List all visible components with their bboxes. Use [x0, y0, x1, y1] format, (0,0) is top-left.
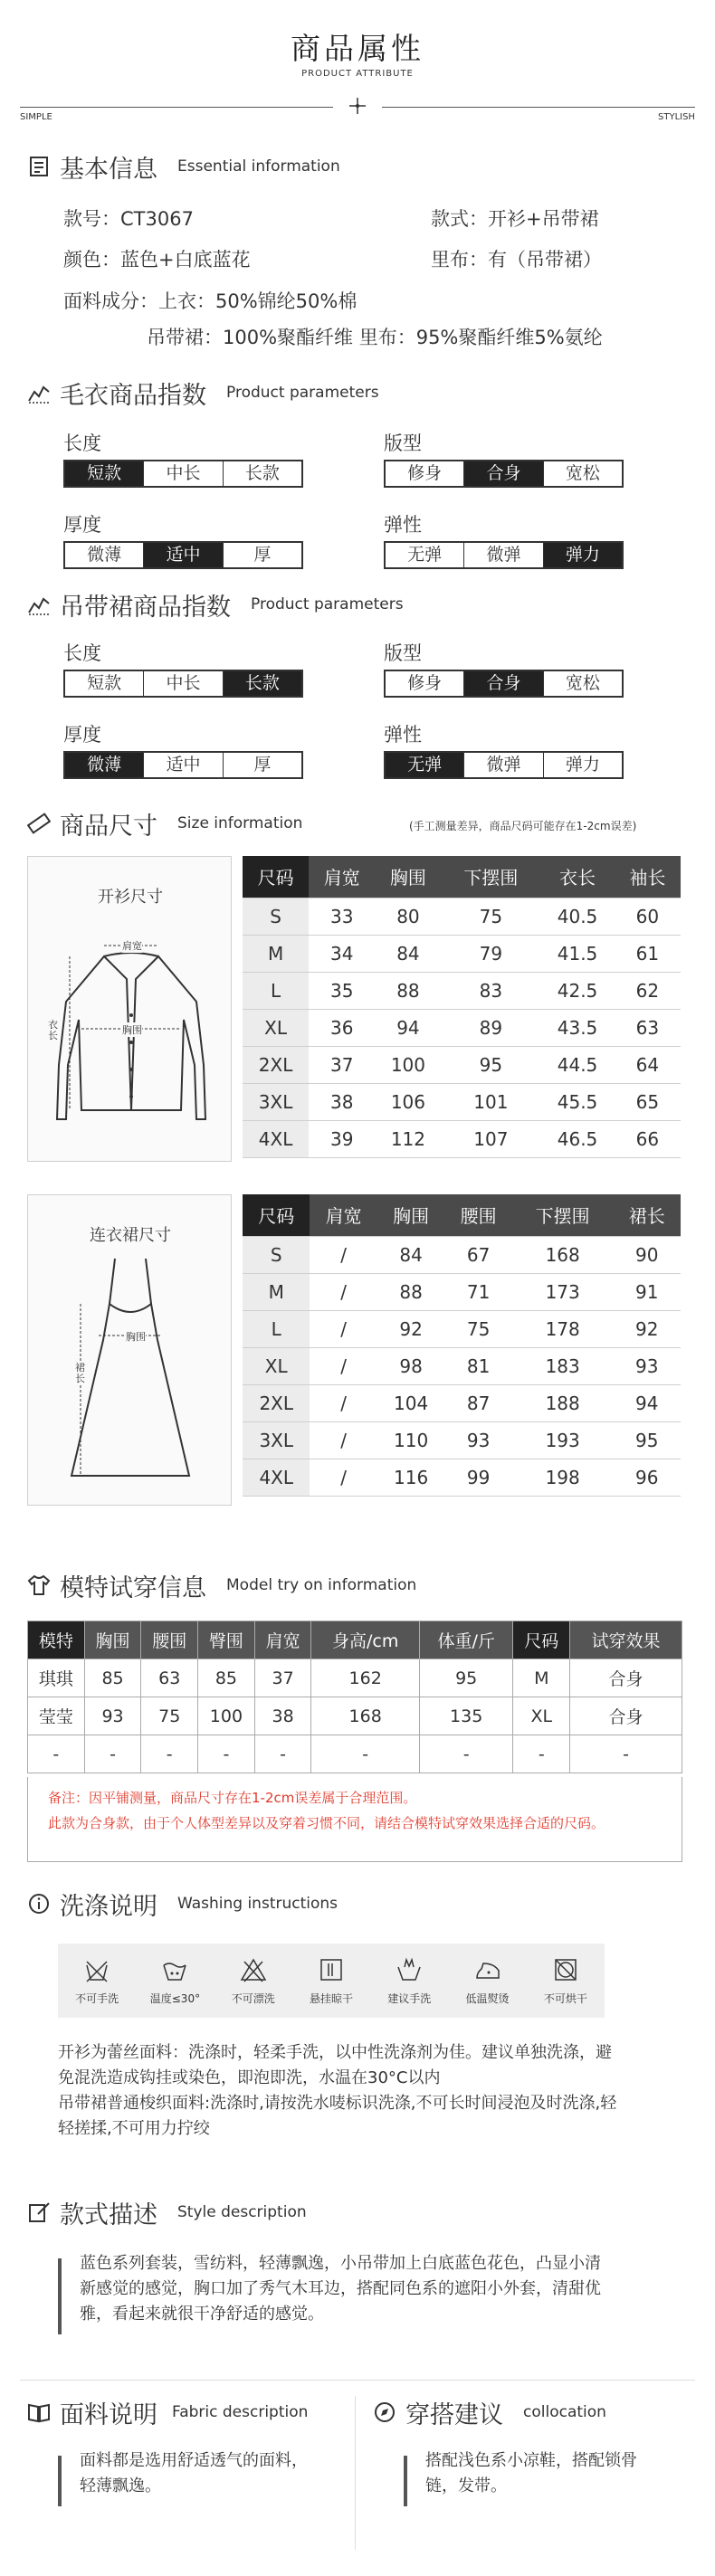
collocation-header: [373, 2396, 606, 2429]
table-cell: 84: [377, 1236, 444, 1273]
table-cell: 178: [512, 1310, 614, 1347]
column-header: 体重/斤: [419, 1621, 513, 1659]
table-cell: -: [254, 1735, 311, 1773]
style-header: [27, 2196, 307, 2229]
table-cell: 33: [309, 898, 375, 935]
wash-item: 悬挂晾干: [292, 1944, 370, 2018]
table-cell: /: [310, 1236, 377, 1273]
param-option: 修身: [386, 461, 464, 486]
size-note: (手工测量差异，商品尺码可能存在1-2cm误差): [409, 820, 637, 832]
table-cell: 61: [615, 935, 681, 972]
column-header: 胸围: [375, 856, 441, 898]
param-scale: [63, 670, 303, 698]
table-cell: 88: [377, 1273, 444, 1310]
section-title: 基本信息: [60, 155, 157, 184]
param-scale: [384, 460, 624, 488]
param-option-selected: 无弹: [386, 753, 464, 777]
param-option: 宽松: [565, 673, 600, 693]
fabric-text-line: 轻薄飘逸。: [80, 2476, 161, 2495]
param-label: 厚度: [63, 724, 101, 746]
low-iron-icon: [474, 1956, 501, 1983]
table-cell: 116: [377, 1459, 444, 1496]
table-cell: L: [243, 1310, 310, 1347]
table-cell: 168: [512, 1236, 614, 1273]
info-color: 颜色：蓝色+白底蓝花: [63, 249, 251, 271]
table-cell: 75: [141, 1697, 198, 1735]
cardigan-sketch: [41, 929, 222, 1146]
info-fabric-top: 面料成分：上衣：50%锦纶50%棉: [63, 290, 358, 312]
info-style-no: 款号：CT3067: [63, 208, 194, 230]
param-label: 长度: [63, 642, 101, 664]
table-cell: 81: [444, 1347, 511, 1384]
fabric-text: [80, 2448, 351, 2499]
param-scale: [63, 460, 303, 488]
tshirt-icon: [27, 1573, 51, 1597]
wash-item: 建议手洗: [370, 1944, 448, 2018]
model-header: [27, 1569, 416, 1602]
table-cell: /: [310, 1310, 377, 1347]
table-cell: 101: [442, 1083, 541, 1120]
table-cell: 87: [444, 1384, 511, 1421]
wash-item: 温度≤30°: [136, 1944, 214, 2018]
table-cell: 75: [442, 898, 541, 935]
sweater-params-header: [27, 376, 379, 409]
param-option: 厚: [253, 545, 272, 565]
header-left-label: SIMPLE: [20, 112, 52, 122]
column-header: 尺码: [513, 1621, 570, 1659]
wash-text-line: 吊带裙普通梭织面料:洗涤时,请按洗水唛标识洗涤,不可长时间浸泡及时洗涤,轻: [58, 2094, 617, 2113]
table-row: [243, 1347, 681, 1384]
basic-info-header: [27, 150, 340, 183]
table-row: [28, 1697, 682, 1735]
info-fabric-dress: 吊带裙：100%聚酯纤维 里布：95%聚酯纤维5%氨纶: [147, 327, 603, 348]
table-cell: 168: [311, 1697, 420, 1735]
param-option: 长款: [244, 463, 280, 483]
column-header: 下摆围: [512, 1194, 614, 1236]
table-cell: 84: [375, 935, 441, 972]
compass-icon: [348, 97, 367, 115]
header-divider-left: [20, 107, 333, 108]
wash-icons-bar: [58, 1944, 605, 2018]
book-icon: [27, 2400, 51, 2424]
param-scale: [384, 541, 624, 569]
section-subtitle: Style description: [177, 2203, 307, 2221]
fabric-text-line: 面料都是选用舒适透气的面料，: [80, 2451, 308, 2470]
diagram-label-chest: 胸围: [126, 1331, 146, 1343]
table-cell: 91: [614, 1273, 682, 1310]
table-cell: 89: [442, 1009, 541, 1046]
fabric-header: [27, 2396, 308, 2429]
table-cell: -: [311, 1735, 420, 1773]
style-text-line: 雅，看起来就很干净舒适的感觉。: [80, 2305, 324, 2324]
table-cell: 104: [377, 1384, 444, 1421]
table-cell: 173: [512, 1273, 614, 1310]
diagram-title: 开衫尺寸: [98, 888, 163, 907]
size-header: [27, 807, 302, 840]
table-cell: 183: [512, 1347, 614, 1384]
table-cell: 46.5: [540, 1120, 614, 1157]
column-header: 肩宽: [254, 1621, 311, 1659]
table-cell: 64: [615, 1046, 681, 1083]
style-text: [80, 2251, 677, 2327]
table-cell: -: [198, 1735, 255, 1773]
table-cell: 合身: [570, 1659, 682, 1697]
param-option: 短款: [65, 671, 144, 696]
column-header: 模特: [28, 1621, 85, 1659]
column-header: 袖长: [615, 856, 681, 898]
section-title: 款式描述: [60, 2201, 157, 2229]
header-right-label: STYLISH: [658, 112, 695, 122]
info-style: 款式：开衫+吊带裙: [431, 208, 599, 230]
section-title: 吊带裙商品指数: [60, 593, 231, 622]
table-cell: L: [243, 972, 309, 1009]
param-option-selected: 合身: [464, 671, 543, 696]
trend-icon: [27, 381, 51, 404]
table-cell: 93: [444, 1421, 511, 1459]
table-cell: 80: [375, 898, 441, 935]
ruler-icon: [27, 812, 51, 835]
table-row: [28, 1735, 682, 1773]
table-cell: 162: [311, 1659, 420, 1697]
table-cell: 95: [419, 1659, 513, 1697]
section-title: 商品尺寸: [60, 812, 157, 841]
table-row: [243, 935, 681, 972]
section-subtitle: collocation: [523, 2403, 606, 2421]
param-option: 适中: [144, 753, 223, 777]
table-cell: M: [243, 935, 309, 972]
model-table: [27, 1621, 682, 1773]
no-bleach-icon: [240, 1956, 267, 1983]
table-cell: 90: [614, 1236, 682, 1273]
column-header: 腰围: [444, 1194, 511, 1236]
table-row: [243, 1083, 681, 1120]
column-header: 身高/cm: [311, 1621, 420, 1659]
table-cell: 98: [377, 1347, 444, 1384]
divider: [20, 2380, 695, 2381]
diagram-title: 连衣裙尺寸: [90, 1226, 171, 1245]
table-cell: -: [570, 1735, 682, 1773]
model-note-1: 备注：因平铺测量，商品尺寸存在1-2cm误差属于合理范围。: [48, 1790, 417, 1806]
table-cell: 45.5: [540, 1083, 614, 1120]
param-option: 微弹: [464, 753, 543, 777]
table-cell: S: [243, 898, 309, 935]
table-cell: 36: [309, 1009, 375, 1046]
table-cell: 88: [375, 972, 441, 1009]
param-scale: [63, 751, 303, 779]
table-cell: 38: [309, 1083, 375, 1120]
section-subtitle: Essential information: [177, 157, 340, 176]
table-cell: M: [513, 1659, 570, 1697]
table-cell: /: [310, 1347, 377, 1384]
param-option: 弹力: [565, 755, 600, 775]
dress-size-table: [243, 1194, 681, 1497]
table-cell: 198: [512, 1459, 614, 1496]
param-scale: [384, 670, 624, 698]
table-row: [243, 1046, 681, 1083]
table-cell: 莹莹: [28, 1697, 85, 1735]
column-header: 裙长: [614, 1194, 682, 1236]
table-cell: 100: [198, 1697, 255, 1735]
table-cell: 95: [442, 1046, 541, 1083]
wash-text-line: 轻搓揉,不可用力拧绞: [58, 2119, 210, 2138]
collocation-text: [425, 2448, 697, 2499]
param-option: 厚: [253, 755, 272, 775]
param-label: 版型: [384, 642, 422, 664]
table-cell: /: [310, 1459, 377, 1496]
section-title: 穿搭建议: [405, 2400, 503, 2429]
table-cell: -: [28, 1735, 85, 1773]
param-option-selected: 合身: [464, 461, 543, 486]
page-title: 商品属性: [291, 31, 424, 66]
table-row: [28, 1659, 682, 1697]
table-cell: 60: [615, 898, 681, 935]
wash-item: 不可漂洗: [214, 1944, 292, 2018]
param-option: 无弹: [386, 543, 464, 567]
table-cell: /: [310, 1273, 377, 1310]
wash-text: [58, 2040, 655, 2142]
table-cell: 4XL: [243, 1120, 309, 1157]
wash-item: 不可烘干: [527, 1944, 605, 2018]
quote-bar: [58, 2456, 62, 2506]
column-header: 胸围: [84, 1621, 141, 1659]
table-cell: 93: [84, 1697, 141, 1735]
model-note-box: [27, 1777, 682, 1862]
header-divider-right: [382, 107, 695, 108]
model-note-2: 此款为合身款，由于个人体型差异以及穿着习惯不同，请结合模特试穿效果选择合适的尺码。: [48, 1815, 605, 1831]
table-cell: 39: [309, 1120, 375, 1157]
document-icon: [27, 155, 51, 178]
param-label: 弹性: [384, 514, 422, 536]
table-cell: -: [84, 1735, 141, 1773]
table-row: [243, 1421, 681, 1459]
column-header: 尺码: [243, 1194, 310, 1236]
table-cell: 42.5: [540, 972, 614, 1009]
table-cell: 95: [614, 1421, 682, 1459]
table-cell: 43.5: [540, 1009, 614, 1046]
column-header: 尺码: [243, 856, 309, 898]
section-title: 模特试穿信息: [60, 1573, 206, 1602]
compass-circle-icon: [373, 2400, 396, 2424]
table-row: [243, 1009, 681, 1046]
table-cell: 92: [377, 1310, 444, 1347]
table-cell: -: [141, 1735, 198, 1773]
section-subtitle: Size information: [177, 814, 303, 832]
quote-bar: [58, 2258, 62, 2334]
wash-text-line: 免混洗造成钩挂或染色，即泡即洗，水温在30°C以内: [58, 2068, 441, 2087]
table-row: [243, 1273, 681, 1310]
table-cell: XL: [513, 1697, 570, 1735]
no-tumble-icon: [552, 1956, 579, 1983]
table-cell: 琪琪: [28, 1659, 85, 1697]
param-option: 中长: [144, 461, 223, 486]
table-cell: 38: [254, 1697, 311, 1735]
table-cell: 2XL: [243, 1046, 309, 1083]
table-cell: 79: [442, 935, 541, 972]
table-cell: -: [513, 1735, 570, 1773]
collocation-text-line: 搭配浅色系小凉鞋，搭配锁骨: [425, 2451, 637, 2470]
table-cell: -: [419, 1735, 513, 1773]
param-scale: [384, 751, 624, 779]
table-row: [243, 898, 681, 935]
style-text-line: 蓝色系列套装，雪纺料，轻薄飘逸，小吊带加上白底蓝色花色，凸显小清: [80, 2254, 601, 2273]
table-cell: 85: [198, 1659, 255, 1697]
no-wash-icon: [83, 1956, 110, 1983]
table-cell: 41.5: [540, 935, 614, 972]
section-subtitle: Washing instructions: [177, 1895, 338, 1913]
diagram-label-shoulder: 肩宽: [122, 940, 142, 952]
dress-diagram: [27, 1194, 232, 1506]
hang-dry-icon: [318, 1956, 345, 1983]
quote-bar: [404, 2456, 407, 2506]
dress-sketch: [44, 1250, 216, 1494]
column-header: 肩宽: [310, 1194, 377, 1236]
dress-params-header: [27, 588, 404, 621]
param-option: 微弹: [464, 543, 543, 567]
table-row: [243, 1310, 681, 1347]
table-cell: S: [243, 1236, 310, 1273]
table-cell: XL: [243, 1347, 310, 1384]
table-cell: 92: [614, 1310, 682, 1347]
table-cell: 40.5: [540, 898, 614, 935]
column-header: 臀围: [198, 1621, 255, 1659]
table-cell: 75: [444, 1310, 511, 1347]
section-subtitle: Product parameters: [226, 384, 379, 402]
section-title: 毛衣商品指数: [60, 381, 206, 410]
cardigan-size-table: [243, 856, 681, 1158]
param-label: 长度: [63, 433, 101, 454]
table-cell: 3XL: [243, 1083, 309, 1120]
param-label: 厚度: [63, 514, 101, 536]
column-header: 下摆围: [442, 856, 541, 898]
table-cell: 99: [444, 1459, 511, 1496]
table-cell: 188: [512, 1384, 614, 1421]
table-cell: 2XL: [243, 1384, 310, 1421]
table-cell: 37: [309, 1046, 375, 1083]
table-cell: 83: [442, 972, 541, 1009]
param-option: 微薄: [65, 543, 144, 567]
table-cell: 4XL: [243, 1459, 310, 1496]
table-cell: 96: [614, 1459, 682, 1496]
table-row: [243, 972, 681, 1009]
section-subtitle: Fabric description: [172, 2403, 309, 2421]
table-cell: 107: [442, 1120, 541, 1157]
table-cell: 67: [444, 1236, 511, 1273]
section-title: 面料说明: [60, 2400, 157, 2429]
column-divider: [355, 2396, 356, 2550]
table-cell: 65: [615, 1083, 681, 1120]
param-option: 修身: [386, 671, 464, 696]
wash-header: [27, 1887, 338, 1920]
section-subtitle: Product parameters: [251, 595, 404, 613]
wash-item: 不可手洗: [58, 1944, 136, 2018]
table-cell: 94: [614, 1384, 682, 1421]
param-option-selected: 适中: [144, 543, 223, 567]
table-cell: 44.5: [540, 1046, 614, 1083]
table-cell: 62: [615, 972, 681, 1009]
table-cell: 94: [375, 1009, 441, 1046]
diagram-label-length: 衣长: [48, 1019, 58, 1041]
table-cell: 71: [444, 1273, 511, 1310]
table-row: [243, 1384, 681, 1421]
page-subtitle: PRODUCT ATTRIBUTE: [301, 69, 414, 79]
diagram-label-length: 裙长: [75, 1362, 85, 1384]
table-cell: 193: [512, 1421, 614, 1459]
table-cell: /: [310, 1384, 377, 1421]
wash-text-line: 开衫为蕾丝面料：洗涤时，轻柔手洗，以中性洗涤剂为佳。建议单独洗涤，避: [58, 2043, 612, 2062]
table-cell: 106: [375, 1083, 441, 1120]
table-cell: /: [310, 1421, 377, 1459]
param-option-selected: 长款: [224, 671, 301, 696]
table-row: [243, 1236, 681, 1273]
hand-wash-icon: [396, 1956, 423, 1983]
column-header: 试穿效果: [570, 1621, 682, 1659]
wash-item: 低温熨烫: [448, 1944, 526, 2018]
column-header: 腰围: [141, 1621, 198, 1659]
param-option-selected: 微薄: [65, 753, 144, 777]
section-subtitle: Model try on information: [226, 1576, 417, 1594]
param-scale: [63, 541, 303, 569]
param-label: 弹性: [384, 724, 422, 746]
table-row: [243, 1459, 681, 1496]
collocation-text-line: 链，发带。: [425, 2476, 507, 2495]
table-cell: M: [243, 1273, 310, 1310]
table-cell: 85: [84, 1659, 141, 1697]
table-cell: 93: [614, 1347, 682, 1384]
trend-icon: [27, 593, 51, 616]
table-cell: 110: [377, 1421, 444, 1459]
section-title: 洗涤说明: [60, 1892, 157, 1921]
table-cell: 112: [375, 1120, 441, 1157]
info-icon: [27, 1892, 51, 1915]
diagram-label-chest: 胸围: [122, 1024, 142, 1036]
table-cell: 135: [419, 1697, 513, 1735]
table-cell: 合身: [570, 1697, 682, 1735]
table-cell: 3XL: [243, 1421, 310, 1459]
table-cell: 66: [615, 1120, 681, 1157]
param-option-selected: 弹力: [544, 543, 622, 567]
param-label: 版型: [384, 433, 422, 454]
edit-icon: [27, 2201, 51, 2224]
info-lining: 里布：有（吊带裙）: [431, 249, 602, 271]
table-cell: XL: [243, 1009, 309, 1046]
table-row: [243, 1120, 681, 1157]
table-cell: 34: [309, 935, 375, 972]
param-option: 宽松: [565, 463, 600, 483]
table-cell: 63: [615, 1009, 681, 1046]
column-header: 衣长: [540, 856, 614, 898]
column-header: 肩宽: [309, 856, 375, 898]
table-cell: 35: [309, 972, 375, 1009]
style-text-line: 新感觉的感觉，胸口加了秀气木耳边，搭配同色系的遮阳小外套，清甜优: [80, 2279, 601, 2298]
table-cell: 100: [375, 1046, 441, 1083]
param-option-selected: 短款: [65, 461, 144, 486]
table-cell: 63: [141, 1659, 198, 1697]
cardigan-diagram: [27, 856, 232, 1162]
table-cell: 37: [254, 1659, 311, 1697]
column-header: 胸围: [377, 1194, 444, 1236]
param-option: 中长: [144, 671, 223, 696]
wash-30-icon: [161, 1956, 188, 1983]
